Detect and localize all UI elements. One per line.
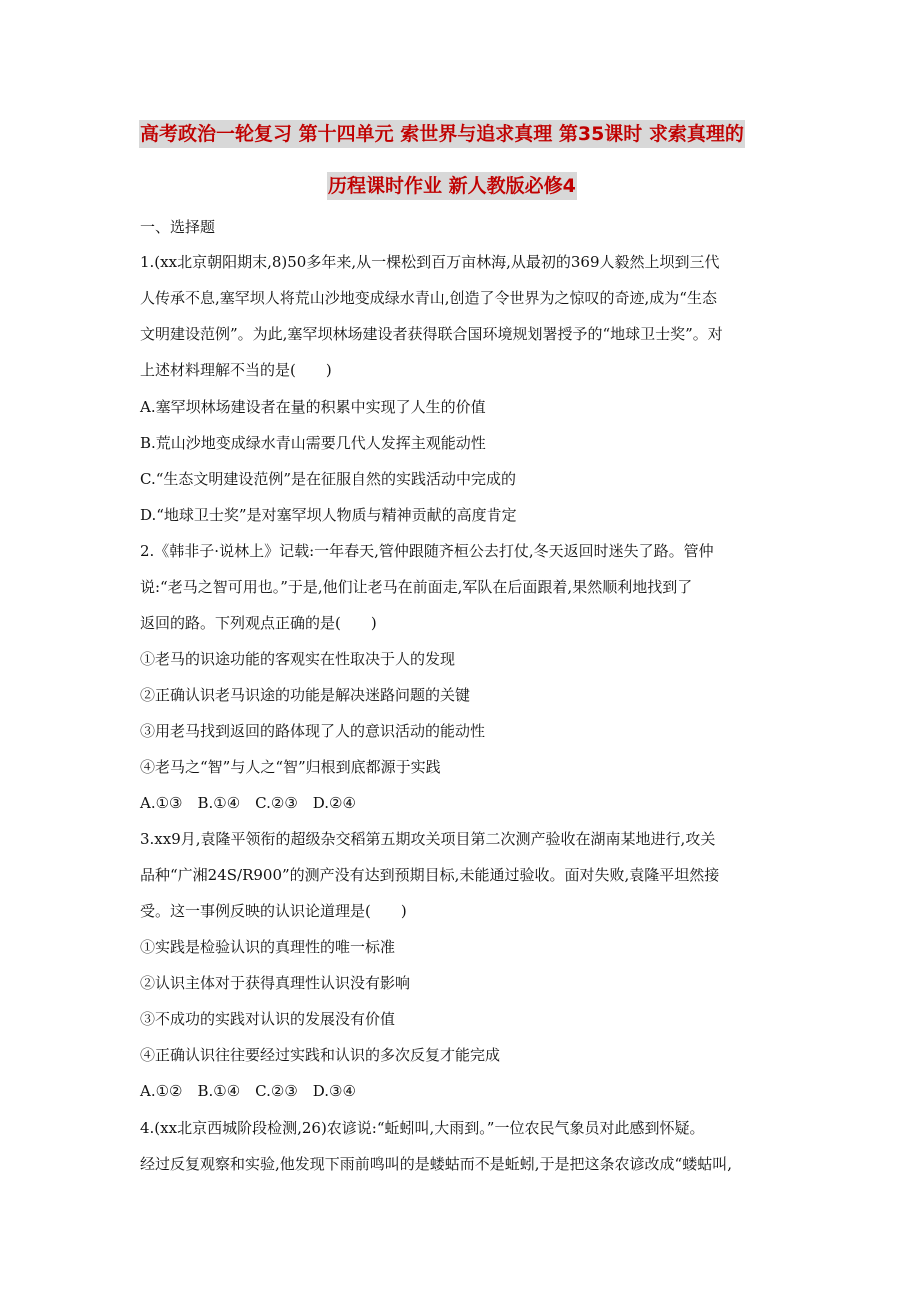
- question-1-option-b: B.荒山沙地变成绿水青山需要几代人发挥主观能动性: [140, 434, 486, 452]
- question-4-stem-line-2: 经过反复观察和实验,他发现下雨前鸣叫的是蝼蛄而不是蚯蚓,于是把这条农谚改成“蝼蛄叫,: [140, 1155, 732, 1173]
- question-2-item-1: ①老马的识途功能的客观实在性取决于人的发现: [140, 650, 456, 668]
- question-3-item-1: ①实践是检验认识的真理性的唯一标准: [140, 938, 396, 956]
- question-1-option-c: C.“生态文明建设范例”是在征服自然的实践活动中完成的: [140, 470, 517, 488]
- section-heading: 一、选择题: [140, 218, 216, 236]
- question-3-item-4: ④正确认识往往要经过实践和认识的多次反复才能完成: [140, 1046, 501, 1064]
- question-1-stem-line-3: 文明建设范例”。为此,塞罕坝林场建设者获得联合国环境规划署授予的“地球卫士奖”。对: [140, 325, 723, 343]
- question-1-stem-line-2: 人传承不息,塞罕坝人将荒山沙地变成绿水青山,创造了令世界为之惊叹的奇迹,成为“生态: [140, 289, 717, 307]
- question-3-answer-options: A.①② B.①④ C.②③ D.③④: [140, 1082, 356, 1100]
- question-1-option-d: D.“地球卫士奖”是对塞罕坝人物质与精神贡献的高度肯定: [140, 506, 517, 524]
- question-2-stem-line-2: 说:“老马之智可用也。”于是,他们让老马在前面走,军队在后面跟着,果然顺利地找到了: [140, 578, 693, 596]
- question-1-stem-line-1: 1.(xx北京朝阳期末,8)50多年来,从一棵松到百万亩林海,从最初的369人毅然上坝到三代: [140, 253, 720, 271]
- question-2-item-3: ③用老马找到返回的路体现了人的意识活动的能动性: [140, 722, 486, 740]
- question-3-item-2: ②认识主体对于获得真理性认识没有影响: [140, 974, 411, 992]
- document-title-line-1: 高考政治一轮复习 第十四单元 索世界与追求真理 第35课时 求索真理的: [139, 120, 745, 148]
- question-2-item-4: ④老马之“智”与人之“智”归根到底都源于实践: [140, 758, 441, 776]
- document-title-line-2: 历程课时作业 新人教版必修4: [327, 172, 577, 200]
- question-1-option-a: A.塞罕坝林场建设者在量的积累中实现了人生的价值: [140, 398, 486, 416]
- question-2-stem-line-3: 返回的路。下列观点正确的是( ): [140, 614, 377, 632]
- question-2-item-2: ②正确认识老马识途的功能是解决迷路问题的关键: [140, 686, 471, 704]
- question-3-stem-line-2: 品种“广湘24S/R900”的测产没有达到预期目标,未能通过验收。面对失败,袁隆平坦然接: [140, 866, 720, 884]
- question-2-answer-options: A.①③ B.①④ C.②③ D.②④: [140, 794, 356, 812]
- question-3-stem-line-1: 3.xx9月,袁隆平领衔的超级杂交稻第五期攻关项目第二次测产验收在湖南某地进行,攻关: [140, 830, 716, 848]
- question-3-stem-line-3: 受。这一事例反映的认识论道理是( ): [140, 902, 407, 920]
- question-4-stem-line-1: 4.(xx北京西城阶段检测,26)农谚说:“蚯蚓叫,大雨到。”一位农民气象员对此感到怀疑。: [140, 1119, 705, 1137]
- question-1-stem-line-4: 上述材料理解不当的是( ): [140, 361, 332, 379]
- question-2-stem-line-1: 2.《韩非子·说林上》记载:一年春天,管仲跟随齐桓公去打仗,冬天返回时迷失了路。管仲: [140, 542, 714, 560]
- question-3-item-3: ③不成功的实践对认识的发展没有价值: [140, 1010, 396, 1028]
